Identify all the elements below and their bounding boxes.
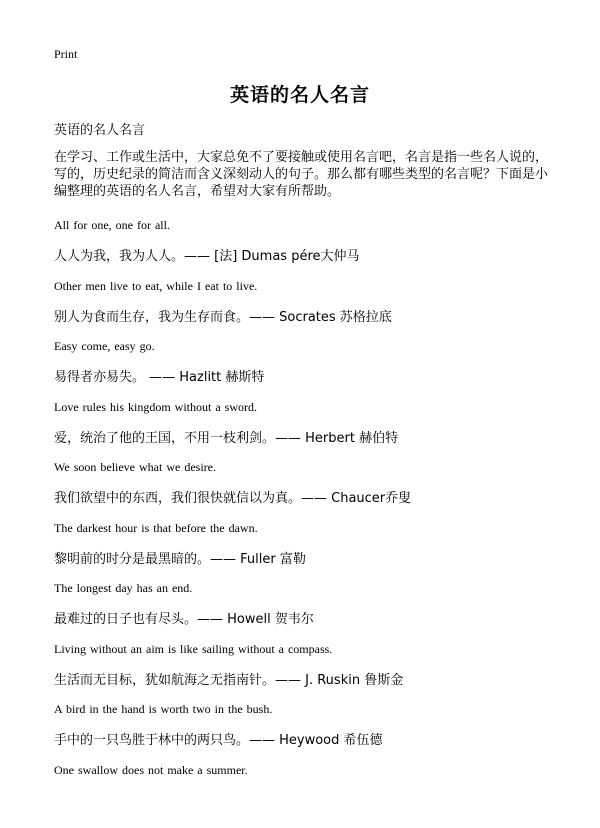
quote-chinese: 易得者亦易失。 —— Hazlitt 赫斯特 — [54, 370, 265, 385]
print-link[interactable]: Print — [54, 47, 78, 61]
quote-english: Love rules his kingdom without a sword. — [54, 399, 257, 414]
quote-chinese: 生活而无目标，犹如航海之无指南针。—— J. Ruskin 鲁斯金 — [54, 672, 404, 688]
quote-chinese: 我们欲望中的东西，我们很快就信以为真。—— Chaucer乔叟 — [54, 491, 412, 506]
page-title: 英语的名人名言 — [229, 84, 370, 106]
article-subtitle: 英语的名人名言 — [54, 123, 146, 138]
intro-paragraph: 在学习、工作或生活中，大家总免不了要接触或使用名言吧，名言是指一些名人说的，写的，历史纪录的简洁而含义深刻动人的句子。那么都有哪些类型的名言呢？下面是小编整理的英语的名人名言，希望对大家有所帮助。 — [54, 150, 549, 199]
quote-english: All for one, one for all. — [54, 218, 170, 232]
quote-english: The darkest hour is that before the dawn. — [54, 520, 258, 535]
quote-chinese: 黎明前的时分是最黑暗的。—— Fuller 富勒 — [54, 551, 306, 567]
quote-item — [54, 579, 554, 640]
quote-item — [54, 519, 554, 580]
quote-item — [54, 337, 554, 398]
quote-item — [54, 640, 554, 701]
quote-item — [54, 700, 554, 761]
quote-item — [54, 398, 554, 459]
quote-chinese: 最难过的日子也有尽头。—— Howell 贺韦尔 — [54, 612, 314, 627]
quote-item — [54, 277, 554, 338]
quote-english: Living without an aim is like sailing without a compass. — [54, 641, 333, 656]
quote-chinese: 别人为食而生存，我为生存而食。—— Socrates 苏格拉底 — [54, 309, 392, 325]
quote-english: One swallow does not make a summer. — [54, 762, 248, 777]
quote-english: Easy come, easy go. — [54, 339, 155, 353]
quote-english: A bird in the hand is worth two in the bush. — [54, 702, 273, 716]
quote-chinese: 人人为我，我为人人。—— [法] Dumas pére大仲马 — [54, 249, 360, 264]
quote-item — [54, 761, 554, 822]
quote-english: The longest day has an end. — [54, 581, 193, 595]
quote-english: We soon believe what we desire. — [54, 460, 216, 474]
quote-item — [54, 216, 554, 277]
quote-item — [54, 458, 554, 519]
quote-english: Other men live to eat, while I eat to live. — [54, 278, 258, 293]
quote-chinese: 爱，统治了他的王国，不用一枝利剑。—— Herbert 赫伯特 — [54, 430, 399, 446]
quote-list — [54, 216, 554, 821]
quote-chinese: 手中的一只鸟胜于林中的两只鸟。—— Heywood 希伍德 — [54, 733, 383, 748]
